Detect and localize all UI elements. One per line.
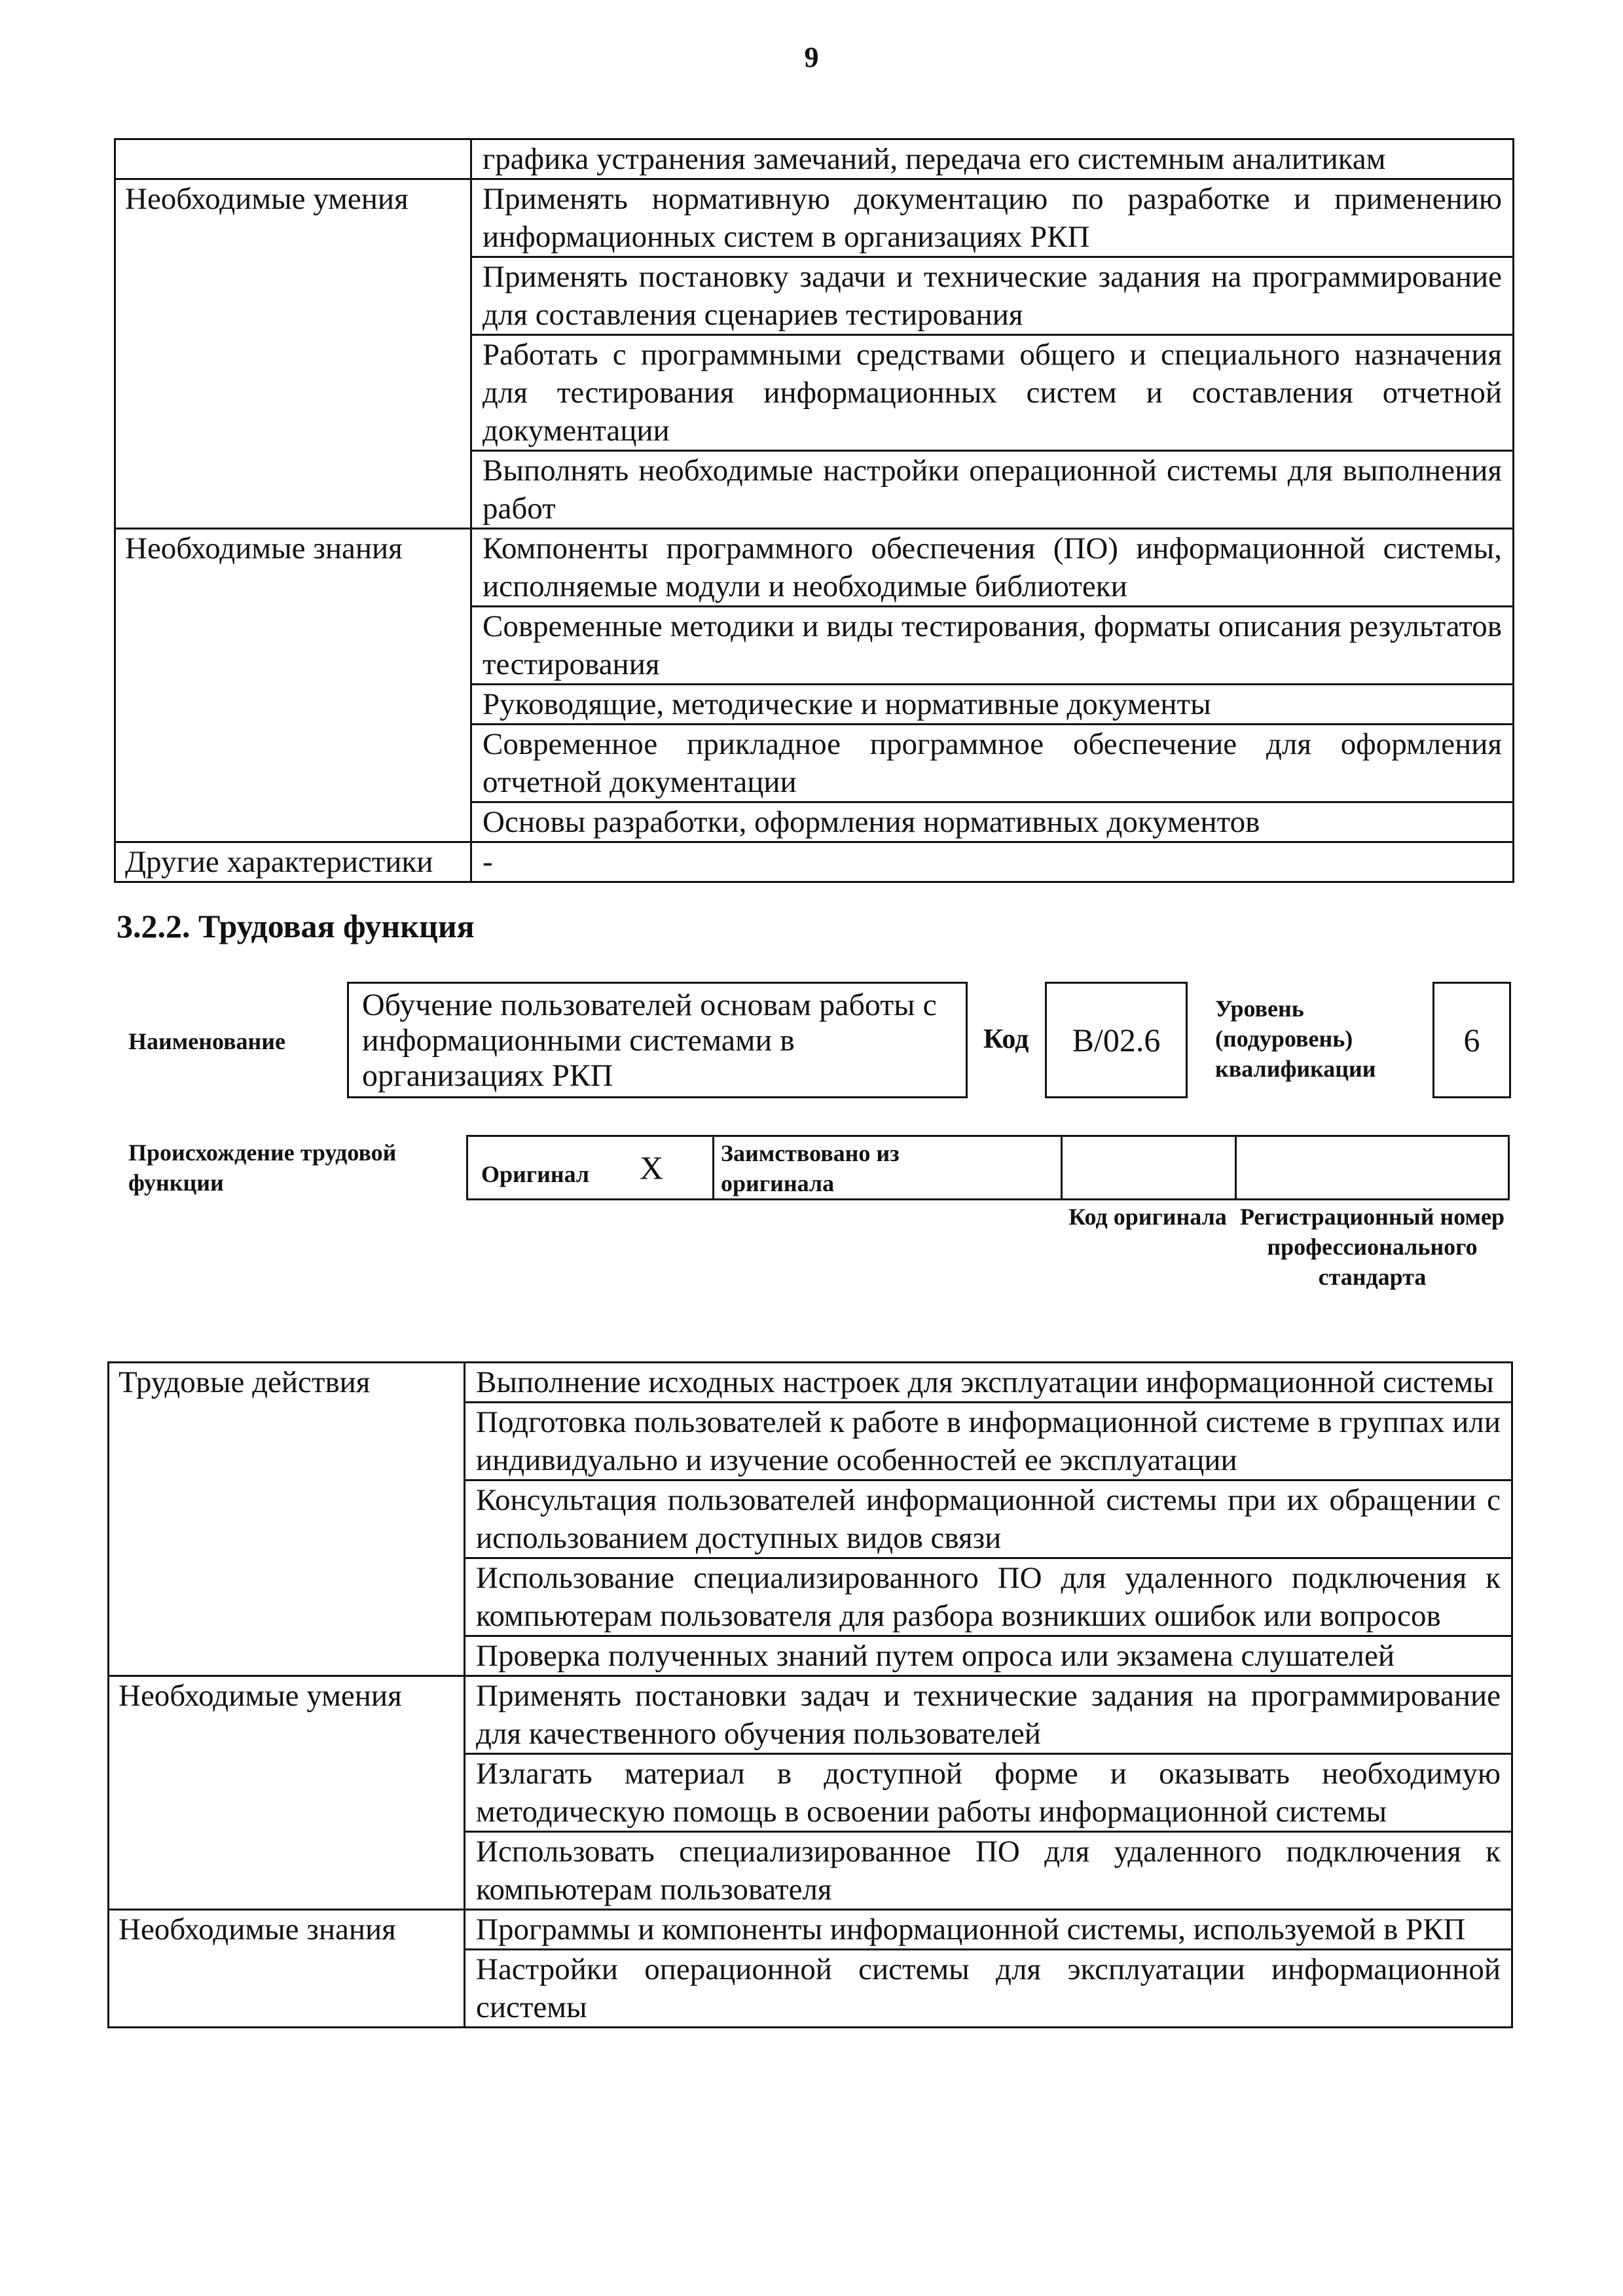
code-box: B/02.6 <box>1045 982 1188 1098</box>
row-value: Использовать специализированное ПО для удаленного подключения к компьютерам пользователя <box>465 1832 1512 1910</box>
table-row <box>109 1676 1512 1754</box>
page-number: 9 <box>804 41 819 73</box>
row-value: графика устранения замечаний, передача его системным аналитикам <box>471 139 1514 179</box>
row-value: Современное прикладное программное обеспечение для оформления отчетной документации <box>471 725 1514 802</box>
row-label: Другие характеристики <box>115 842 471 882</box>
row-label: Необходимые знания <box>115 529 471 842</box>
row-value: Программы и компоненты информационной системы, используемой в РКП <box>465 1910 1512 1950</box>
row-value: Выполнение исходных настроек для эксплуатации информационной системы <box>465 1363 1512 1403</box>
origin-code-cell <box>1063 1137 1237 1198</box>
row-label: Необходимые умения <box>109 1676 465 1910</box>
table-row <box>115 842 1514 882</box>
level-box: 6 <box>1432 982 1511 1098</box>
row-value: Выполнять необходимые настройки операционной системы для выполнения работ <box>471 451 1514 529</box>
origin-reg-cell <box>1237 1137 1508 1198</box>
table-competencies-2 <box>107 1361 1513 2028</box>
table-row <box>109 1363 1512 1403</box>
function-name-box: Обучение пользователей основам работы с информационными системами в организациях РКП <box>347 982 968 1098</box>
row-value: Излагать материал в доступной форме и оказывать необходимую методическую помощь в освоении работы информационной системы <box>465 1754 1512 1832</box>
original-mark: X <box>640 1149 664 1186</box>
table-row <box>115 179 1514 257</box>
name-label: Наименование <box>128 1028 285 1054</box>
row-value: - <box>471 842 1514 882</box>
row-value: Применять нормативную документацию по разработке и применению информационных систем в организациях РКП <box>471 179 1514 257</box>
row-value: Использование специализированного ПО для удаленного подключения к компьютерам пользователя для разбора возникших ошибок или вопросов <box>465 1558 1512 1636</box>
code-caption: Код оригинала <box>1068 1204 1227 1230</box>
row-value: Проверка полученных знаний путем опроса или экзамена слушателей <box>465 1636 1512 1676</box>
origin-borrowed-cell <box>714 1137 1063 1198</box>
origin-row <box>466 1135 1510 1200</box>
row-label: Трудовые действия <box>109 1363 465 1676</box>
original-label: Оригинал <box>481 1161 590 1187</box>
row-value: Консультация пользователей информационной системы при их обращении с использованием доступных видов связи <box>465 1480 1512 1558</box>
row-value: Современные методики и виды тестирования, форматы описания результатов тестирования <box>471 607 1514 685</box>
level-label: Уровень (подуровень) квалификации <box>1215 996 1376 1082</box>
origin-original-cell <box>468 1137 714 1198</box>
row-value: Основы разработки, оформления нормативных документов <box>471 802 1514 842</box>
row-value: Работать с программными средствами общего и специального назначения для тестирования информационных систем и составления отчетной документации <box>471 335 1514 451</box>
row-value: Настройки операционной системы для эксплуатации информационной системы <box>465 1950 1512 2028</box>
reg-caption: Регистрационный номер профессионального стандарта <box>1239 1204 1505 1290</box>
table-row <box>115 139 1514 179</box>
row-label: Необходимые умения <box>115 179 471 529</box>
section-heading: 3.2.2. Трудовая функция <box>117 908 475 944</box>
row-value: Руководящие, методические и нормативные документы <box>471 685 1514 725</box>
row-value: Подготовка пользователей к работе в информационной системе в группах или индивидуально и изучение особенностей ее эксплуатации <box>465 1403 1512 1480</box>
origin-label: Происхождение трудовой функции <box>128 1139 397 1196</box>
table-row <box>109 1910 1512 1950</box>
row-label <box>115 139 471 179</box>
row-value: Применять постановку задачи и технические задания на программирование для составления сценариев тестирования <box>471 257 1514 335</box>
row-value: Применять постановки задач и технические задания на программирование для качественного обучения пользователей <box>465 1676 1512 1754</box>
code-label: Код <box>983 1024 1029 1054</box>
row-label: Необходимые знания <box>109 1910 465 2028</box>
borrowed-label: Заимствовано из оригинала <box>721 1140 900 1196</box>
row-value: Компоненты программного обеспечения (ПО) информационной системы, исполняемые модули и необходимые библиотеки <box>471 529 1514 607</box>
table-row <box>115 529 1514 607</box>
table-competencies-1 <box>114 138 1514 883</box>
